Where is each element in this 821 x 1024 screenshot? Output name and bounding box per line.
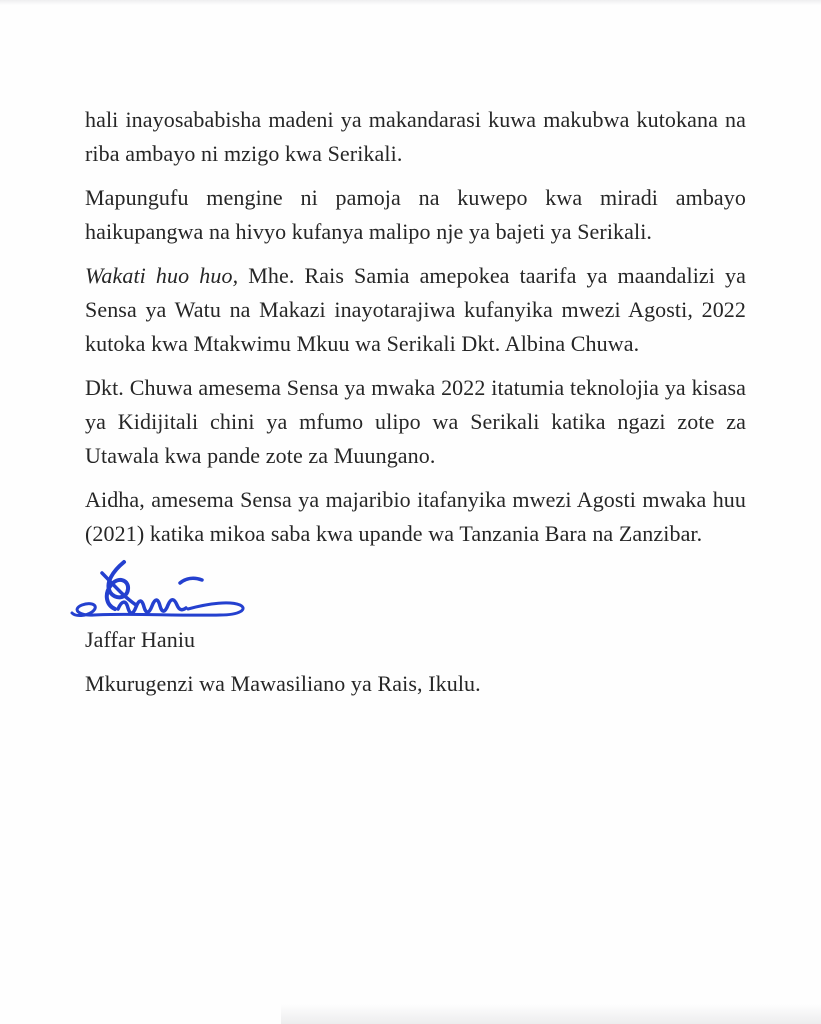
- paragraph-text: Dkt. Chuwa amesema Sensa ya mwaka 2022 itatumia teknolojia ya kisasa ya Kidijitali chini ya mfumo ulipo wa Serikali katika ngazi zote za Utawala kwa pande zote za Muungano.: [85, 375, 746, 468]
- document-body: [85, 103, 746, 711]
- signature-strokes: [72, 562, 243, 616]
- scan-top-edge-shade: [0, 0, 821, 5]
- paragraph: [85, 103, 746, 171]
- signature-image: [64, 559, 254, 623]
- signatory-name: Jaffar Haniu: [85, 627, 196, 652]
- paragraph-text: Aidha, amesema Sensa ya majaribio itafanyika mwezi Agosti mwaka huu (2021) katika mikoa saba kwa upande wa Tanzania Bara na Zanzibar.: [85, 487, 746, 546]
- paragraph: [85, 259, 746, 361]
- paragraph: [85, 181, 746, 249]
- paragraph-text: hali inayosababisha madeni ya makandarasi kuwa makubwa kutokana na riba ambayo ni mzigo kwa Serikali.: [85, 107, 746, 166]
- signatory-title: Mkurugenzi wa Mawasiliano ya Rais, Ikulu.: [85, 671, 481, 696]
- paragraph-italic-lead: Wakati huo huo,: [85, 263, 239, 288]
- paragraph-text: Mapungufu mengine ni pamoja na kuwepo kwa miradi ambayo haikupangwa na hivyo kufanya malipo nje ya bajeti ya Serikali.: [85, 185, 746, 244]
- paragraph: [85, 371, 746, 473]
- scan-bottom-edge-shade: [281, 1004, 821, 1024]
- paragraph: [85, 483, 746, 551]
- signature-block: [85, 559, 746, 701]
- paragraph-text: Mhe. Rais Samia amepokea taarifa ya maandalizi ya Sensa ya Watu na Makazi inayotarajiwa kufanyika mwezi Agosti, 2022 kutoka kwa Mtakwimu Mkuu wa Serikali Dkt. Albina Chuwa.: [85, 263, 747, 356]
